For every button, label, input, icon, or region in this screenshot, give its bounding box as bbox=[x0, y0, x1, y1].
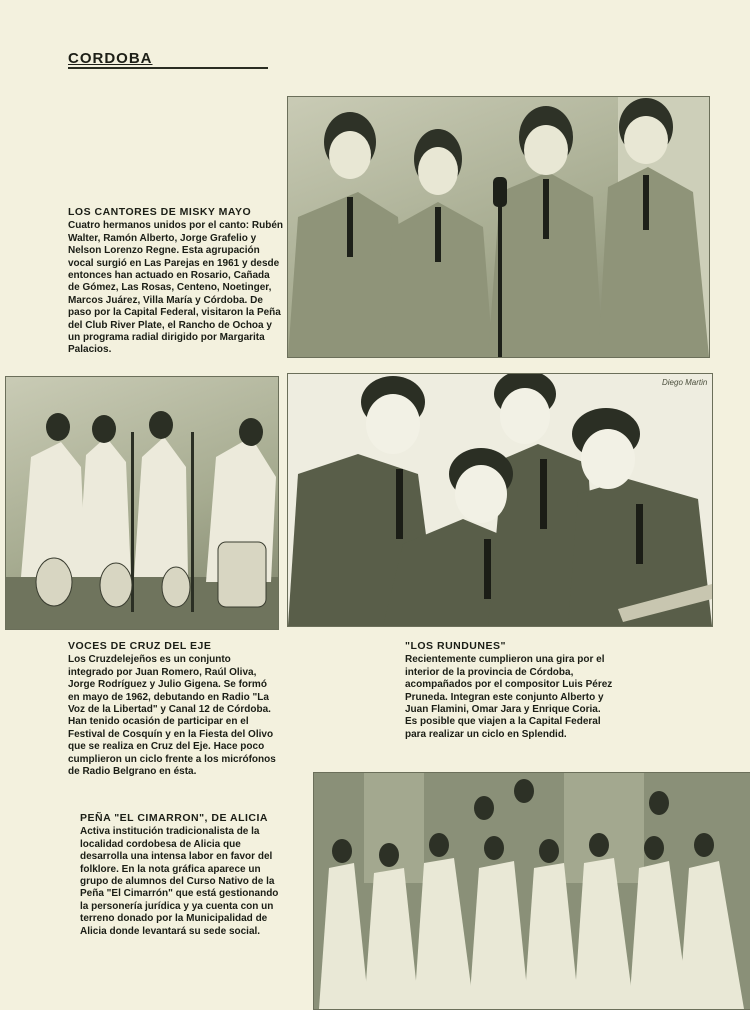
photo-cruz-del-eje-figures bbox=[6, 377, 278, 629]
article-los-rundunes bbox=[405, 640, 615, 741]
section-title: CORDOBA bbox=[68, 50, 153, 67]
article-title: LOS CANTORES DE MISKY MAYO bbox=[68, 206, 252, 218]
photo-signature: Diego Martin bbox=[662, 378, 708, 387]
article-body: Cuatro hermanos unidos por el canto: Rubén Walter, Ramón Alberto, Jorge Grafelio y Nelson Lorenzo Regne. Esta agrupación vocal surgió en Las Parejas en 1961 y desde entonces han actuado en Rosario, Cañada de Gómez, Las Rosas, Centeno, Noetinger, Marcos Juárez, Villa María y Córdoba. De paso por la Capital Federal, visitaron la Peña del Club River Plate, el Rancho de Ochoa y un programa radial dirigido por Margarita Palacios. bbox=[68, 220, 284, 356]
article-body: Recientemente cumplieron una gira por el interior de la provincia de Córdoba, acompañados por el compositor Luis Pérez Pruneda. Integran este conjunto Alberto y Juan Flamini, Omar Jara y Enrique Coria. Es posible que viajen a la Capital Federal para realizar un ciclo en Splendid. bbox=[405, 654, 613, 740]
photo-pena-el-cimarron bbox=[313, 772, 750, 1010]
title-underline bbox=[68, 67, 268, 69]
photo-voces-cruz-del-eje bbox=[5, 376, 279, 630]
article-pena-el-cimarron bbox=[80, 812, 288, 938]
photo-cimarron-figures bbox=[314, 773, 750, 1009]
photo-misky-mayo-figures bbox=[288, 97, 709, 357]
photo-rundunes-figures bbox=[288, 374, 712, 626]
photo-misky-mayo bbox=[287, 96, 710, 358]
article-title: PEÑA "EL CIMARRON", DE ALICIA bbox=[80, 812, 268, 824]
photo-los-rundunes bbox=[287, 373, 713, 627]
article-title: "LOS RUNDUNES" bbox=[405, 640, 506, 652]
article-voces-cruz-del-eje bbox=[68, 640, 278, 778]
article-misky-mayo bbox=[68, 206, 284, 357]
article-body: Los Cruzdelejeños es un conjunto integrado por Juan Romero, Raúl Oliva, Jorge Rodríguez y Julio Gigena. Se formó en mayo de 1962, debutando en Radio "La Voz de la Libertad" y Canal 12 de Córdoba. Han tenido ocasión de participar en el Festival de Cosquín y en la Fiesta del Olivo que se realiza en Cruz del Eje. Hace poco cumplieron un ciclo frente a los micrófonos de Radio Belgrano en ésta. bbox=[68, 654, 276, 778]
article-body: Activa institución tradicionalista de la localidad cordobesa de Alicia que desarrolla una intensa labor en favor del folklore. En la nota gráfica aparece un grupo de alumnos del Curso Nativo de la Peña "El Cimarrón" que está gestionando la personería jurídica y ya cuenta con un terreno donado por la Municipalidad de Alicia donde levantará su sede social. bbox=[80, 826, 279, 937]
article-title: VOCES DE CRUZ DEL EJE bbox=[68, 640, 212, 652]
